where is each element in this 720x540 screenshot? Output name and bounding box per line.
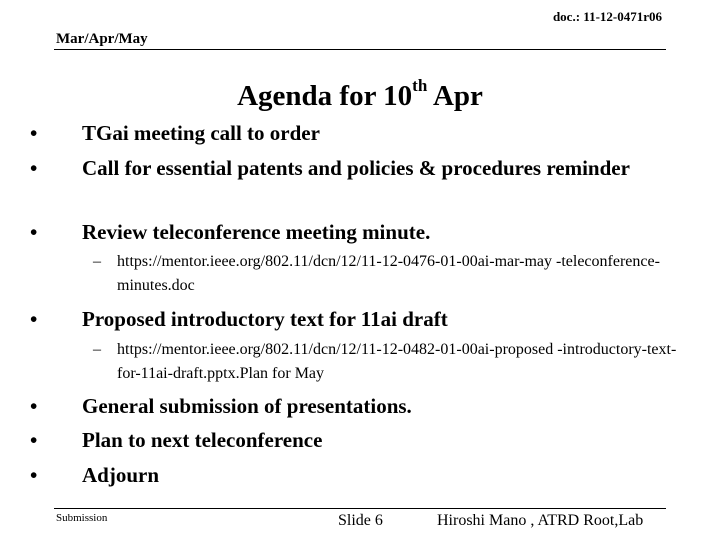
bullet-text: Call for essential patents and policies & procedures reminder [82, 156, 630, 180]
sub-item-text: https://mentor.ieee.org/802.11/dcn/12/11-12-0482-01-00ai-proposed -introductory-text-for-11ai-draft.pptx.Plan for May [117, 341, 677, 382]
bullet-icon: • [30, 394, 38, 418]
bullet-icon: • [30, 220, 38, 244]
header-date: Mar/Apr/May [56, 31, 148, 47]
bullet-text: General submission of presentations. [82, 394, 412, 418]
slide-number: Slide 6 [338, 512, 383, 529]
slide-title [0, 76, 720, 113]
bullet-text: TGai meeting call to order [82, 121, 320, 145]
title-suffix: Apr [427, 80, 483, 112]
bullet-icon: • [30, 307, 38, 331]
dash-icon: – [93, 253, 101, 270]
bullet-icon: • [30, 463, 38, 487]
bullet-text: Plan to next teleconference [82, 428, 323, 452]
title-prefix: Agenda for 10 [237, 80, 413, 112]
bullet-text: Review teleconference meeting minute. [82, 220, 431, 244]
title-superscript: th [412, 76, 428, 95]
bullet-icon: • [30, 121, 38, 145]
bullet-icon: • [30, 156, 38, 180]
bullet-text: Adjourn [82, 463, 160, 487]
dash-icon: – [93, 341, 101, 358]
header-rule [54, 49, 666, 50]
bullet-text: Proposed introductory text for 11ai draft [82, 307, 448, 331]
footer-rule [54, 508, 666, 509]
footer-author: Hiroshi Mano , ATRD Root,Lab [437, 512, 644, 529]
footer-submission: Submission [56, 512, 108, 524]
bullet-icon: • [30, 428, 38, 452]
sub-item-text: https://mentor.ieee.org/802.11/dcn/12/11-12-0476-01-00ai-mar-may -teleconference-minutes.doc [117, 253, 660, 294]
document-id: doc.: 11-12-0471r06 [552, 9, 662, 24]
